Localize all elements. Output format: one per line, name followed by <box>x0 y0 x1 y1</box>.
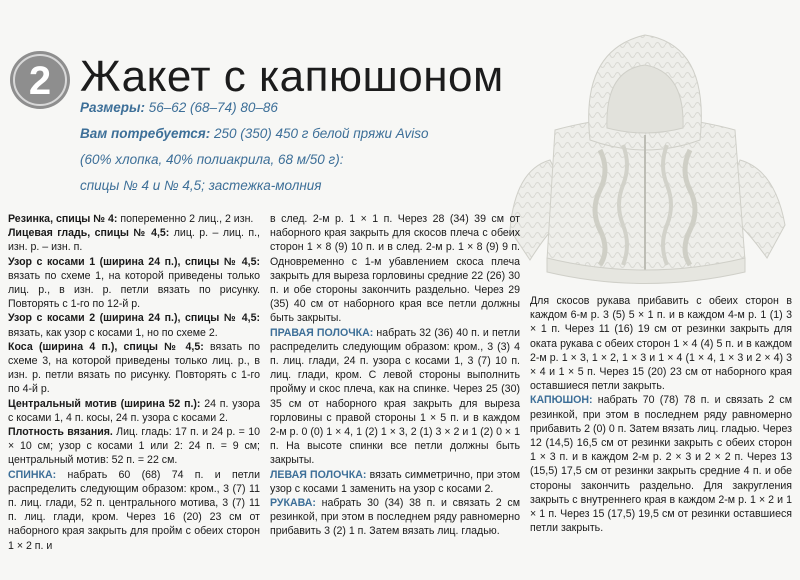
instruction-label: Центральный мотив (ширина 52 п.): <box>8 397 201 410</box>
instruction-paragraph <box>530 294 792 393</box>
materials-line <box>80 126 429 141</box>
materials-line-2: (60% хлопка, 40% полиакрила, 68 м/50 г): <box>80 152 344 167</box>
instruction-paragraph <box>8 468 260 553</box>
instruction-paragraph <box>8 311 260 339</box>
instruction-label: Резинка, спицы № 4: <box>8 213 118 225</box>
instruction-paragraph <box>8 340 260 397</box>
instruction-paragraph <box>270 496 520 539</box>
instruction-paragraph <box>270 468 520 496</box>
instruction-text: Лиц. гладь: 17 п. и 24 р. = 10 × 10 см; узор с косами 1 или 2: 24 п. = 9 см; центральный мотив: 52 п. = 22 см. <box>8 426 260 467</box>
instruction-label: Плотность вязания. <box>8 426 113 439</box>
white-knit-hooded-jacket-photo <box>495 10 795 290</box>
instruction-label: СПИНКА: <box>8 468 57 481</box>
instruction-text: набрать 60 (68) 74 п. и петли распределить следующим образом: кром., 3 (7) 11 п. лиц. глади, 52 п. центрального мотива, 3 (7) 11 п. лиц. глади, кром. Через 16 (20) 23 см от наборного края закрыть для пройм с обеих сторон 1 × 2 п. и <box>8 468 260 552</box>
instruction-text: набрать 30 (34) 38 п. и связать 2 см резинкой, при этом в последнем ряду равномерно прибавить 3 (2) 1 п. Затем вязать лиц. гладью. <box>270 497 520 538</box>
instruction-text: набрать 32 (36) 40 п. и петли распределить следующим образом: кром., 3 (3) 4 п. лиц. глади, 24 п. узора с косами 1, 3 (7) 10 п. лиц. глади, кром. С левой стороны выполнить пройму и скос плеча, как на спинке. Через 25 (30) 35 см от наборного края закрыть для выреза горловины с правой стороны 1 × 5 п. и в каждом 2-м р. 0 (0) 1 × 4, 1 (2) 1 × 3, 2 (1) 3 × 2 и 1 (2) 0 × 1 п. На высоте спинки все петли должны быть закрыты. <box>270 326 520 467</box>
instruction-paragraph <box>270 212 520 326</box>
instruction-text: попеременно 2 лиц., 2 изн. <box>117 213 254 225</box>
instructions-column-3 <box>530 294 792 535</box>
instructions-column-1 <box>8 212 260 553</box>
materials-label: Вам потребуется: <box>80 126 211 141</box>
sizes-label: Размеры: <box>80 100 145 115</box>
instruction-paragraph <box>8 397 260 425</box>
instruction-paragraph <box>8 226 260 254</box>
sizes-value: 56–62 (68–74) 80–86 <box>145 100 278 115</box>
instruction-text: в след. 2-м р. 1 × 1 п. Через 28 (34) 39 см от наборного края закрыть для скосов плеча с обеих сторон 1 × 8 (9) 10 п. и в след. 2-м р. 1 × 8 (9) 9 п. Одновременно с 1-м убавлением скоса плеча закрыть для выреза горловины средние 22 (26) 30 п. и обе стороны закончить раздельно. Через 29 (35) 40 см от наборного края все петли должны быть закрыты. <box>270 213 520 325</box>
instruction-label: Узор с косами 2 (ширина 24 п.), спицы № 4,5: <box>8 312 260 325</box>
instruction-label: ПРАВАЯ ПОЛОЧКА: <box>270 326 374 339</box>
instruction-label: КАПЮШОН: <box>530 394 593 407</box>
materials-line-3: спицы № 4 и № 4,5; застежка-молния <box>80 178 322 193</box>
instruction-label: Коса (ширина 4 п.), спицы № 4,5: <box>8 340 204 353</box>
instruction-label: РУКАВА: <box>270 497 316 510</box>
instruction-paragraph <box>8 212 260 226</box>
instruction-label: Узор с косами 1 (ширина 24 п.), спицы № 4,5: <box>8 255 260 268</box>
instruction-label: ЛЕВАЯ ПОЛОЧКА: <box>270 468 367 481</box>
instruction-paragraph <box>530 393 792 535</box>
instruction-paragraph <box>8 425 260 468</box>
section-number: 2 <box>28 59 52 103</box>
instruction-paragraph <box>270 326 520 468</box>
sizes-line <box>80 100 278 115</box>
instruction-label: Лицевая гладь, спицы № 4,5: <box>8 227 170 240</box>
materials-value: 250 (350) 450 г белой пряжи Aviso <box>210 126 429 141</box>
instruction-text: вязать симметрично, при этом узор с косами 1 заменить на узор с косами 2. <box>270 468 520 495</box>
instruction-text: Для скосов рукава прибавить с обеих сторон в каждом 6-м р. 3 (5) 5 × 1 п. и в каждом 4-м р. 1 (1) 3 × 1 п. Через 11 (16) 19 см от резинки закрыть для оката рукава с обеих сторон 1 × 4 (4) 5 п. и в каждом 2-м р. 1 × 3, 1 × 2, 1 × 3 и 1 × 4 (1 × 4, 1 × 3 и 2 × 4) 3 × 4 и 1 × 5 п. Через 15 (20) 23 см от наборного края оставшиеся петли закрыть. <box>530 295 792 393</box>
instruction-text: вязать по схеме 1, на которой приведены только лиц. р., в изн. р. петли вязать по рисунку. Повторять с 1-го по 12-й р. <box>8 269 260 311</box>
instruction-text: вязать, как узор с косами 1, но по схеме 2. <box>8 326 218 339</box>
instructions-column-2 <box>270 212 520 539</box>
section-number-badge <box>8 47 72 111</box>
instruction-text: 24 п. узора с косами 1, 4 п. косы, 24 п. узора с косами 2. <box>8 397 260 424</box>
instruction-paragraph <box>8 255 260 312</box>
instruction-text: набрать 70 (78) 78 п. и связать 2 см резинкой, при этом в последнем ряду равномерно прибавить 2 (0) 0 п. Затем вязать лиц. гладью. Через 12 (14,5) 16,5 см от резинки закрыть с обеих сторон 1 × 3 п. и в каждом 2-м р. 2 × 3 и 2 × 2 п. Через 13 (15,5) 17,5 см от резинки закрыть средние 4 п. и обе стороны закончить раздельно. Для закругления закрыть с внутреннего края в каждом 2-м р. 1 × 2 и 1 × 1 п. Через 15 (17,5) 19,5 см от резинки оставшиеся петли закрыть. <box>530 394 792 535</box>
instruction-text: лиц. р. – лиц. п., изн. р. – изн. п. <box>8 227 260 254</box>
page-title: Жакет с капюшоном <box>80 52 504 101</box>
instruction-text: вязать по схеме 3, на которой приведены только лиц. р., в изн. р. петли вязать по рисунку. Повторять с 1-го по 4-й р. <box>8 340 260 396</box>
